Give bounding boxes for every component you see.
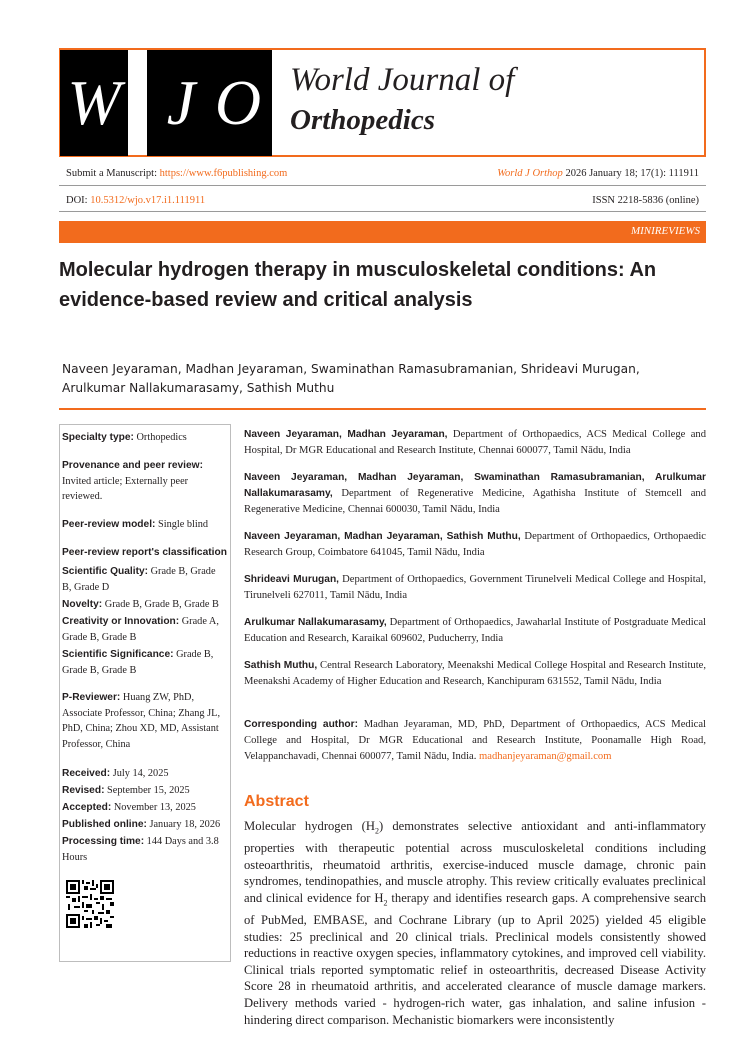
provenance xyxy=(62,458,227,505)
citation-journal: World J Orthop xyxy=(497,168,563,179)
article-type-bar xyxy=(59,221,706,243)
revised-date xyxy=(62,783,234,799)
affiliation-names: Naveen Jeyaraman, Madhan Jeyaraman, Sathish Muthu, xyxy=(244,531,521,542)
title-divider xyxy=(59,408,706,410)
logo-letter: W xyxy=(67,67,121,138)
significance-label: Scientific Significance: xyxy=(62,649,174,660)
header-divider xyxy=(59,211,706,212)
affiliation-names: Arulkumar Nallakumarasamy, xyxy=(244,617,387,628)
published-date xyxy=(62,817,237,833)
revised-value: September 15, 2025 xyxy=(104,785,190,796)
provenance-label: Provenance and peer review: xyxy=(62,460,203,471)
reviewer-label: P-Reviewer: xyxy=(62,692,121,703)
scientific-quality xyxy=(62,564,227,595)
accepted-date xyxy=(62,800,234,816)
model-value: Single blind xyxy=(155,519,209,530)
processing-value: 144 Days and 3.8 Hours xyxy=(62,836,219,863)
affiliation-text: Department of Orthopaedics, ACS Medical College and Hospital, Dr MGR Educational and Research Institute, Chennai 600077, Tamil Nādu, India xyxy=(244,429,706,457)
article-title: Molecular hydrogen therapy in musculoskeletal conditions: An evidence-based review and critical analysis xyxy=(59,259,657,311)
affiliation-names: Naveen Jeyaraman, Madhan Jeyaraman, xyxy=(244,429,448,440)
abstract-subscript: 2 xyxy=(383,898,388,908)
significance-value: Grade B, Grade B, Grade B xyxy=(62,649,214,676)
abstract-heading: Abstract xyxy=(244,793,309,810)
classification-label: Peer-review report's classification xyxy=(62,547,227,558)
logo-block-o xyxy=(204,50,272,156)
published-value: January 18, 2026 xyxy=(146,819,221,830)
affiliation-text: Department of Orthopaedics, Government Tirunelveli Medical College and Hospital, Tirunelveli 627011, Tamil Nādu, India xyxy=(244,574,706,602)
journal-title-line1: World Journal of xyxy=(290,62,515,98)
novelty-label: Novelty: xyxy=(62,599,103,610)
submit-label: Submit a Manuscript: xyxy=(66,168,160,179)
article-type: MINIREVIEWS xyxy=(630,225,700,237)
corresponding-author xyxy=(244,717,706,766)
affiliation-text: Department of Regenerative Medicine, Agathisha Institute of Stemcell and Regenerative Medicine, Chennai 600030, Tamil Nādu, India xyxy=(244,488,706,516)
abstract-text: Molecular hydrogen (H xyxy=(244,819,375,833)
classification-heading xyxy=(62,545,234,561)
affiliation-names: Shrideavi Murugan, xyxy=(244,574,340,585)
abstract-text: ) demonstrates selective antioxidant and anti-inflammatory properties with therapeutic potential across musculoskeletal conditions including osteoarthritis, rheumatoid arthritis, exercise-induced muscle damage, chronic pain syndromes, tendinopathies, and muscle atrophy. This review critically evaluates preclinical and clinical evidence for H xyxy=(244,819,707,905)
corresponding-text: Madhan Jeyaraman, MD, PhD, Department of Orthopaedics, ACS Medical College and Hospital, Dr MGR Educational and Research Institute, Poonamalle High Road, Velappanchavadi, Chennai 600077, Tamil Nādu, India. xyxy=(244,719,706,763)
specialty-label: Specialty type: xyxy=(62,432,134,443)
peer-reviewers xyxy=(62,690,227,752)
qr-code-icon xyxy=(66,880,114,928)
specialty-type xyxy=(62,430,234,446)
submit-link[interactable]: https://www.f6publishing.com xyxy=(159,168,288,179)
provenance-value: Invited article; Externally peer reviewed. xyxy=(62,475,189,502)
author-list: Naveen Jeyaraman, Madhan Jeyaraman, Swaminathan Ramasubramanian, Shrideavi Murugan, Arulkumar Nallakumarasamy, Sathish Muthu xyxy=(62,362,640,395)
affiliation-item xyxy=(244,658,706,690)
abstract-body xyxy=(244,818,706,1028)
doi-line xyxy=(66,195,205,206)
quality-label: Scientific Quality: xyxy=(62,566,149,577)
doi-link[interactable]: 10.5312/wjo.v17.i1.111911 xyxy=(90,195,206,206)
abstract-text: therapy and identifies research gaps. A comprehensive search of PubMed, EMBASE, and Cochrane Library (up to April 2025) yielded 45 eligible studies: 25 preclinical and 20 clinical trials. Preclinical models consistently showed reductions in reactive oxygen species, inflammatory cytokines, and improved cell viability. Clinical trials reported symptomatic relief in osteoarthritis, decreased Disease Activity Score 28 in rheumatoid arthritis, and accelerated clearance of muscle damage markers. Delivery methods varied - hydrogen-rich water, gas inhalation, and saline infusion - hindering direct comparison. Mechanistic biomarkers were inconsistently xyxy=(244,890,706,1027)
affiliation-names: Sathish Muthu, xyxy=(244,660,318,671)
specialty-value: Orthopedics xyxy=(133,432,187,443)
citation-line xyxy=(497,168,699,179)
logo-block-w xyxy=(60,50,128,156)
logo-letter: J xyxy=(166,67,196,138)
novelty xyxy=(62,597,237,613)
accepted-label: Accepted: xyxy=(62,802,112,813)
accepted-value: November 13, 2025 xyxy=(111,802,196,813)
header-divider xyxy=(59,185,706,186)
corresponding-label: Corresponding author: xyxy=(244,719,358,730)
quality-value: Grade B, Grade B, Grade D xyxy=(62,566,216,593)
doi-label: DOI: xyxy=(66,195,91,206)
journal-title-line2: Orthopedics xyxy=(290,104,435,136)
creativity-value: Grade A, Grade B, Grade B xyxy=(62,616,219,643)
creativity-label: Creativity or Innovation: xyxy=(62,616,180,627)
affiliation-item xyxy=(244,615,706,647)
model-label: Peer-review model: xyxy=(62,519,156,530)
published-label: Published online: xyxy=(62,819,147,830)
scientific-significance xyxy=(62,647,227,678)
received-value: July 14, 2025 xyxy=(110,768,169,779)
revised-label: Revised: xyxy=(62,785,105,796)
submit-line xyxy=(66,168,287,179)
affiliation-names: Naveen Jeyaraman, Madhan Jeyaraman, Swaminathan Ramasubramanian, Arulkumar Nallakumarasamy, xyxy=(244,472,706,500)
affiliation-item xyxy=(244,529,706,561)
abstract-subscript: 2 xyxy=(374,826,379,836)
affiliation-text: Central Research Laboratory, Meenakshi Medical College Hospital and Research Institute, Meenakshi Academy of Higher Education and Research, Kanchipuram 631552, Tamil Nādu, India xyxy=(244,660,706,688)
affiliation-item xyxy=(244,572,706,604)
affiliation-text: Department of Orthopaedics, Jawaharlal Institute of Postgraduate Medical Education and Research, Karaikal 609602, Puducherry, India xyxy=(244,617,706,645)
processing-time xyxy=(62,834,227,865)
creativity xyxy=(62,614,227,645)
reviewer-value: Huang ZW, PhD, Associate Professor, China; Zhang JL, PhD, China; Zhou XD, MD, Assistant Professor, China xyxy=(62,692,221,750)
affiliation-text: Department of Orthopaedics, Orthopaedic Research Group, Coimbatore 641045, Tamil Nādu, India xyxy=(244,531,706,559)
processing-label: Processing time: xyxy=(62,836,145,847)
citation-details: 2026 January 18; 17(1): 111911 xyxy=(562,168,699,179)
peer-review-model xyxy=(62,517,234,533)
affiliation-item xyxy=(244,470,706,519)
affiliation-item xyxy=(244,427,706,459)
received-label: Received: xyxy=(62,768,111,779)
novelty-value: Grade B, Grade B, Grade B xyxy=(102,599,219,610)
corresponding-email-link[interactable]: madhanjeyaraman@gmail.com xyxy=(479,751,612,763)
received-date xyxy=(62,766,234,782)
logo-letter: O xyxy=(214,67,262,138)
issn: ISSN 2218-5836 (online) xyxy=(592,195,699,206)
